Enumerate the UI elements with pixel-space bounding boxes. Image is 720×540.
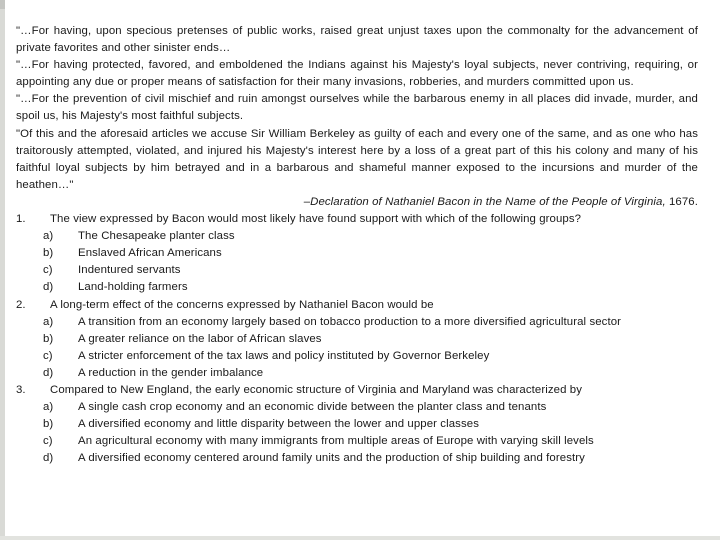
source-attribution <box>16 194 698 211</box>
option-letter: a) <box>43 315 54 328</box>
option-text: A diversified economy and little disparity between the lower and upper classes <box>78 418 479 431</box>
option-letter: c) <box>43 349 53 362</box>
option-letter: b) <box>43 418 54 431</box>
question-1 <box>16 211 698 228</box>
option-letter: a) <box>43 401 54 414</box>
option-text: A transition from an economy largely based on tobacco production to a more diversified agricultural sector <box>78 315 622 328</box>
question-number: 1. <box>16 213 26 226</box>
option-text: A diversified economy centered around family units and the production of ship building and forestry <box>78 452 585 465</box>
question-2-option-d <box>16 365 698 382</box>
option-text: Land-holding farmers <box>78 281 188 294</box>
slide-bottom-border <box>0 536 720 540</box>
passage-paragraph-3: "…For the prevention of civil mischief and ruin amongst ourselves while the barbarous enemy in all places did invade, murder, and spoil us, his Majesty's most faithful subjects. <box>16 93 698 123</box>
question-text: Compared to New England, the early economic structure of Virginia and Maryland was characterized by <box>50 383 583 396</box>
question-3-option-a <box>16 399 698 416</box>
option-letter: d) <box>43 452 54 465</box>
question-number: 3. <box>16 383 26 396</box>
passage-paragraph-4: "Of this and the aforesaid articles we accuse Sir William Berkeley as guilty of each and every one of the same, and as one who has traitorously attempted, violated, and injured his Majesty's interest here by a loss of a great part of this his colony and many of his faithful loyal subjects by him betrayed and in a barbarous and shameful manner exposed to the incursions and murder of the heathen…" <box>16 127 698 191</box>
passage-paragraph-1: "…For having, upon specious pretenses of public works, raised great unjust taxes upon the commonalty for the advancement of private favorites and other sinister ends… <box>16 25 698 55</box>
option-text: Indentured servants <box>78 264 181 277</box>
question-1-option-d <box>16 279 698 296</box>
option-text: A greater reliance on the labor of African slaves <box>78 332 322 345</box>
question-1-option-a <box>16 228 698 245</box>
question-2-option-a <box>16 314 698 331</box>
option-letter: d) <box>43 366 54 379</box>
question-2-option-b <box>16 331 698 348</box>
option-letter: c) <box>43 435 53 448</box>
question-2-option-c <box>16 348 698 365</box>
attribution-year: 1676. <box>665 195 698 208</box>
option-text: A single cash crop economy and an economic divide between the planter class and tenants <box>78 401 547 414</box>
question-text: A long-term effect of the concerns expressed by Nathaniel Bacon would be <box>50 298 434 311</box>
option-text: The Chesapeake planter class <box>78 230 235 243</box>
option-letter: c) <box>43 264 53 277</box>
option-text: A stricter enforcement of the tax laws and policy instituted by Governor Berkeley <box>78 349 490 362</box>
option-text: A reduction in the gender imbalance <box>78 366 264 379</box>
option-letter: a) <box>43 230 54 243</box>
attribution-text: –Declaration of Nathaniel Bacon in the Name of the People of Virginia, <box>303 195 666 208</box>
question-3-option-b <box>16 416 698 433</box>
question-text: The view expressed by Bacon would most likely have found support with which of the following groups? <box>50 213 582 226</box>
option-letter: b) <box>43 247 54 260</box>
option-text: Enslaved African Americans <box>78 247 222 260</box>
question-3-option-c <box>16 433 698 450</box>
option-letter: b) <box>43 332 54 345</box>
question-3 <box>16 382 698 399</box>
slide-corner-mark <box>0 0 5 9</box>
question-1-option-c <box>16 262 698 279</box>
passage-paragraph-2: "…For having protected, favored, and emboldened the Indians against his Majesty's loyal subjects, never contriving, requiring, or appointing any due or proper means of satisfaction for their many invasions, robberies, and murders committed upon us. <box>16 59 698 89</box>
option-letter: d) <box>43 281 54 294</box>
question-1-option-b <box>16 245 698 262</box>
question-2 <box>16 297 698 314</box>
slide-left-border <box>0 0 5 540</box>
option-text: An agricultural economy with many immigrants from multiple areas of Europe with varying skill levels <box>78 435 594 448</box>
question-3-option-d <box>16 450 698 467</box>
document-body <box>16 23 698 467</box>
question-number: 2. <box>16 298 26 311</box>
